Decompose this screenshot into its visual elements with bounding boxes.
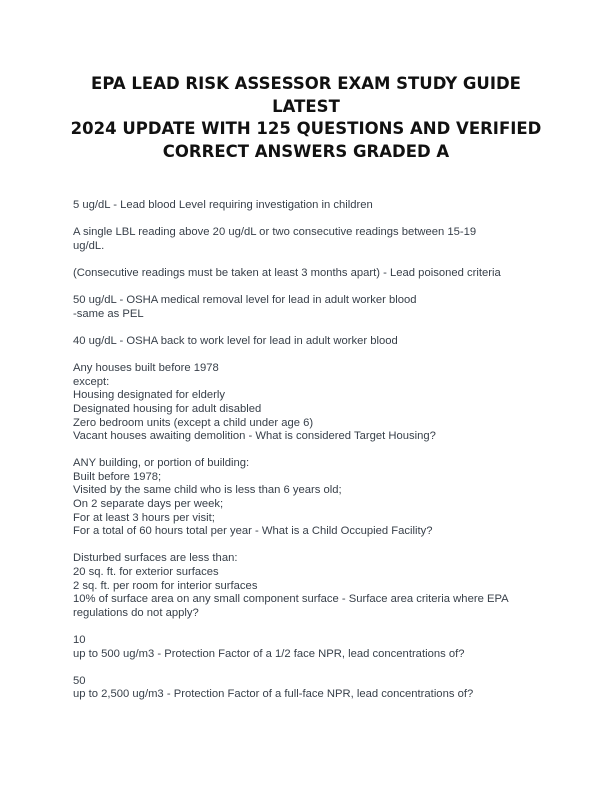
text-line: 50 [73, 674, 86, 687]
text-line: For a total of 60 hours total per year - What is a Child Occupied Facility? [73, 525, 433, 538]
text-line: 50 ug/dL - OSHA medical removal level for lead in adult worker blood [73, 294, 417, 307]
text-line: Zero bedroom units (except a child under age 6) [73, 416, 314, 429]
text-line: 5 ug/dL - Lead blood Level requiring investigation in children [73, 199, 373, 211]
title-line: 2024 UPDATE WITH 125 QUESTIONS AND VERIFIED [70, 119, 542, 138]
text-line: except: [73, 375, 110, 388]
qa-paragraph [73, 675, 553, 702]
qa-paragraph [73, 267, 553, 281]
title-line: EPA LEAD RISK ASSESSOR EXAM STUDY GUIDE LATEST [91, 74, 521, 116]
qa-paragraph [73, 457, 553, 539]
qa-paragraph [73, 634, 553, 661]
qa-paragraph [73, 362, 553, 444]
text-line: -same as PEL [73, 307, 144, 320]
text-line: 10 [73, 634, 86, 646]
text-line: For at least 3 hours per visit; [73, 511, 215, 524]
text-line: Visited by the same child who is less than 6 years old; [73, 484, 342, 497]
qa-paragraph [73, 552, 553, 620]
document-body [73, 199, 553, 716]
text-line: (Consecutive readings must be taken at least 3 months apart) - Lead poisoned criteria [73, 266, 501, 279]
text-line: On 2 separate days per week; [73, 498, 224, 511]
text-line: 10% of surface area on any small component surface - Surface area criteria where EPA [73, 593, 509, 606]
text-line: 20 sq. ft. for exterior surfaces [73, 566, 219, 579]
text-line: ANY building, or portion of building: [73, 457, 250, 470]
text-line: 2 sq. ft. per room for interior surfaces [73, 579, 258, 592]
text-line: Built before 1978; [73, 470, 162, 483]
qa-paragraph [73, 335, 553, 349]
text-line: Designated housing for adult disabled [73, 402, 262, 415]
qa-paragraph [73, 294, 553, 321]
text-line: Disturbed surfaces are less than: [73, 552, 238, 565]
text-line: up to 2,500 ug/m3 - Protection Factor of a full-face NPR, lead concentrations of? [73, 688, 474, 701]
text-line: 40 ug/dL - OSHA back to work level for lead in adult worker blood [73, 334, 398, 347]
document-title [60, 73, 552, 163]
text-line: ug/dL. [73, 239, 105, 252]
qa-paragraph [73, 226, 553, 253]
text-line: regulations do not apply? [73, 606, 199, 619]
text-line: Vacant houses awaiting demolition - What is considered Target Housing? [73, 430, 436, 443]
text-line: A single LBL reading above 20 ug/dL or two consecutive readings between 15-19 [73, 226, 477, 239]
text-line: up to 500 ug/m3 - Protection Factor of a 1/2 face NPR, lead concentrations of? [73, 647, 465, 660]
text-line: Housing designated for elderly [73, 389, 225, 402]
title-line: CORRECT ANSWERS GRADED A [162, 141, 450, 161]
qa-paragraph [73, 199, 553, 213]
text-line: Any houses built before 1978 [73, 362, 219, 375]
